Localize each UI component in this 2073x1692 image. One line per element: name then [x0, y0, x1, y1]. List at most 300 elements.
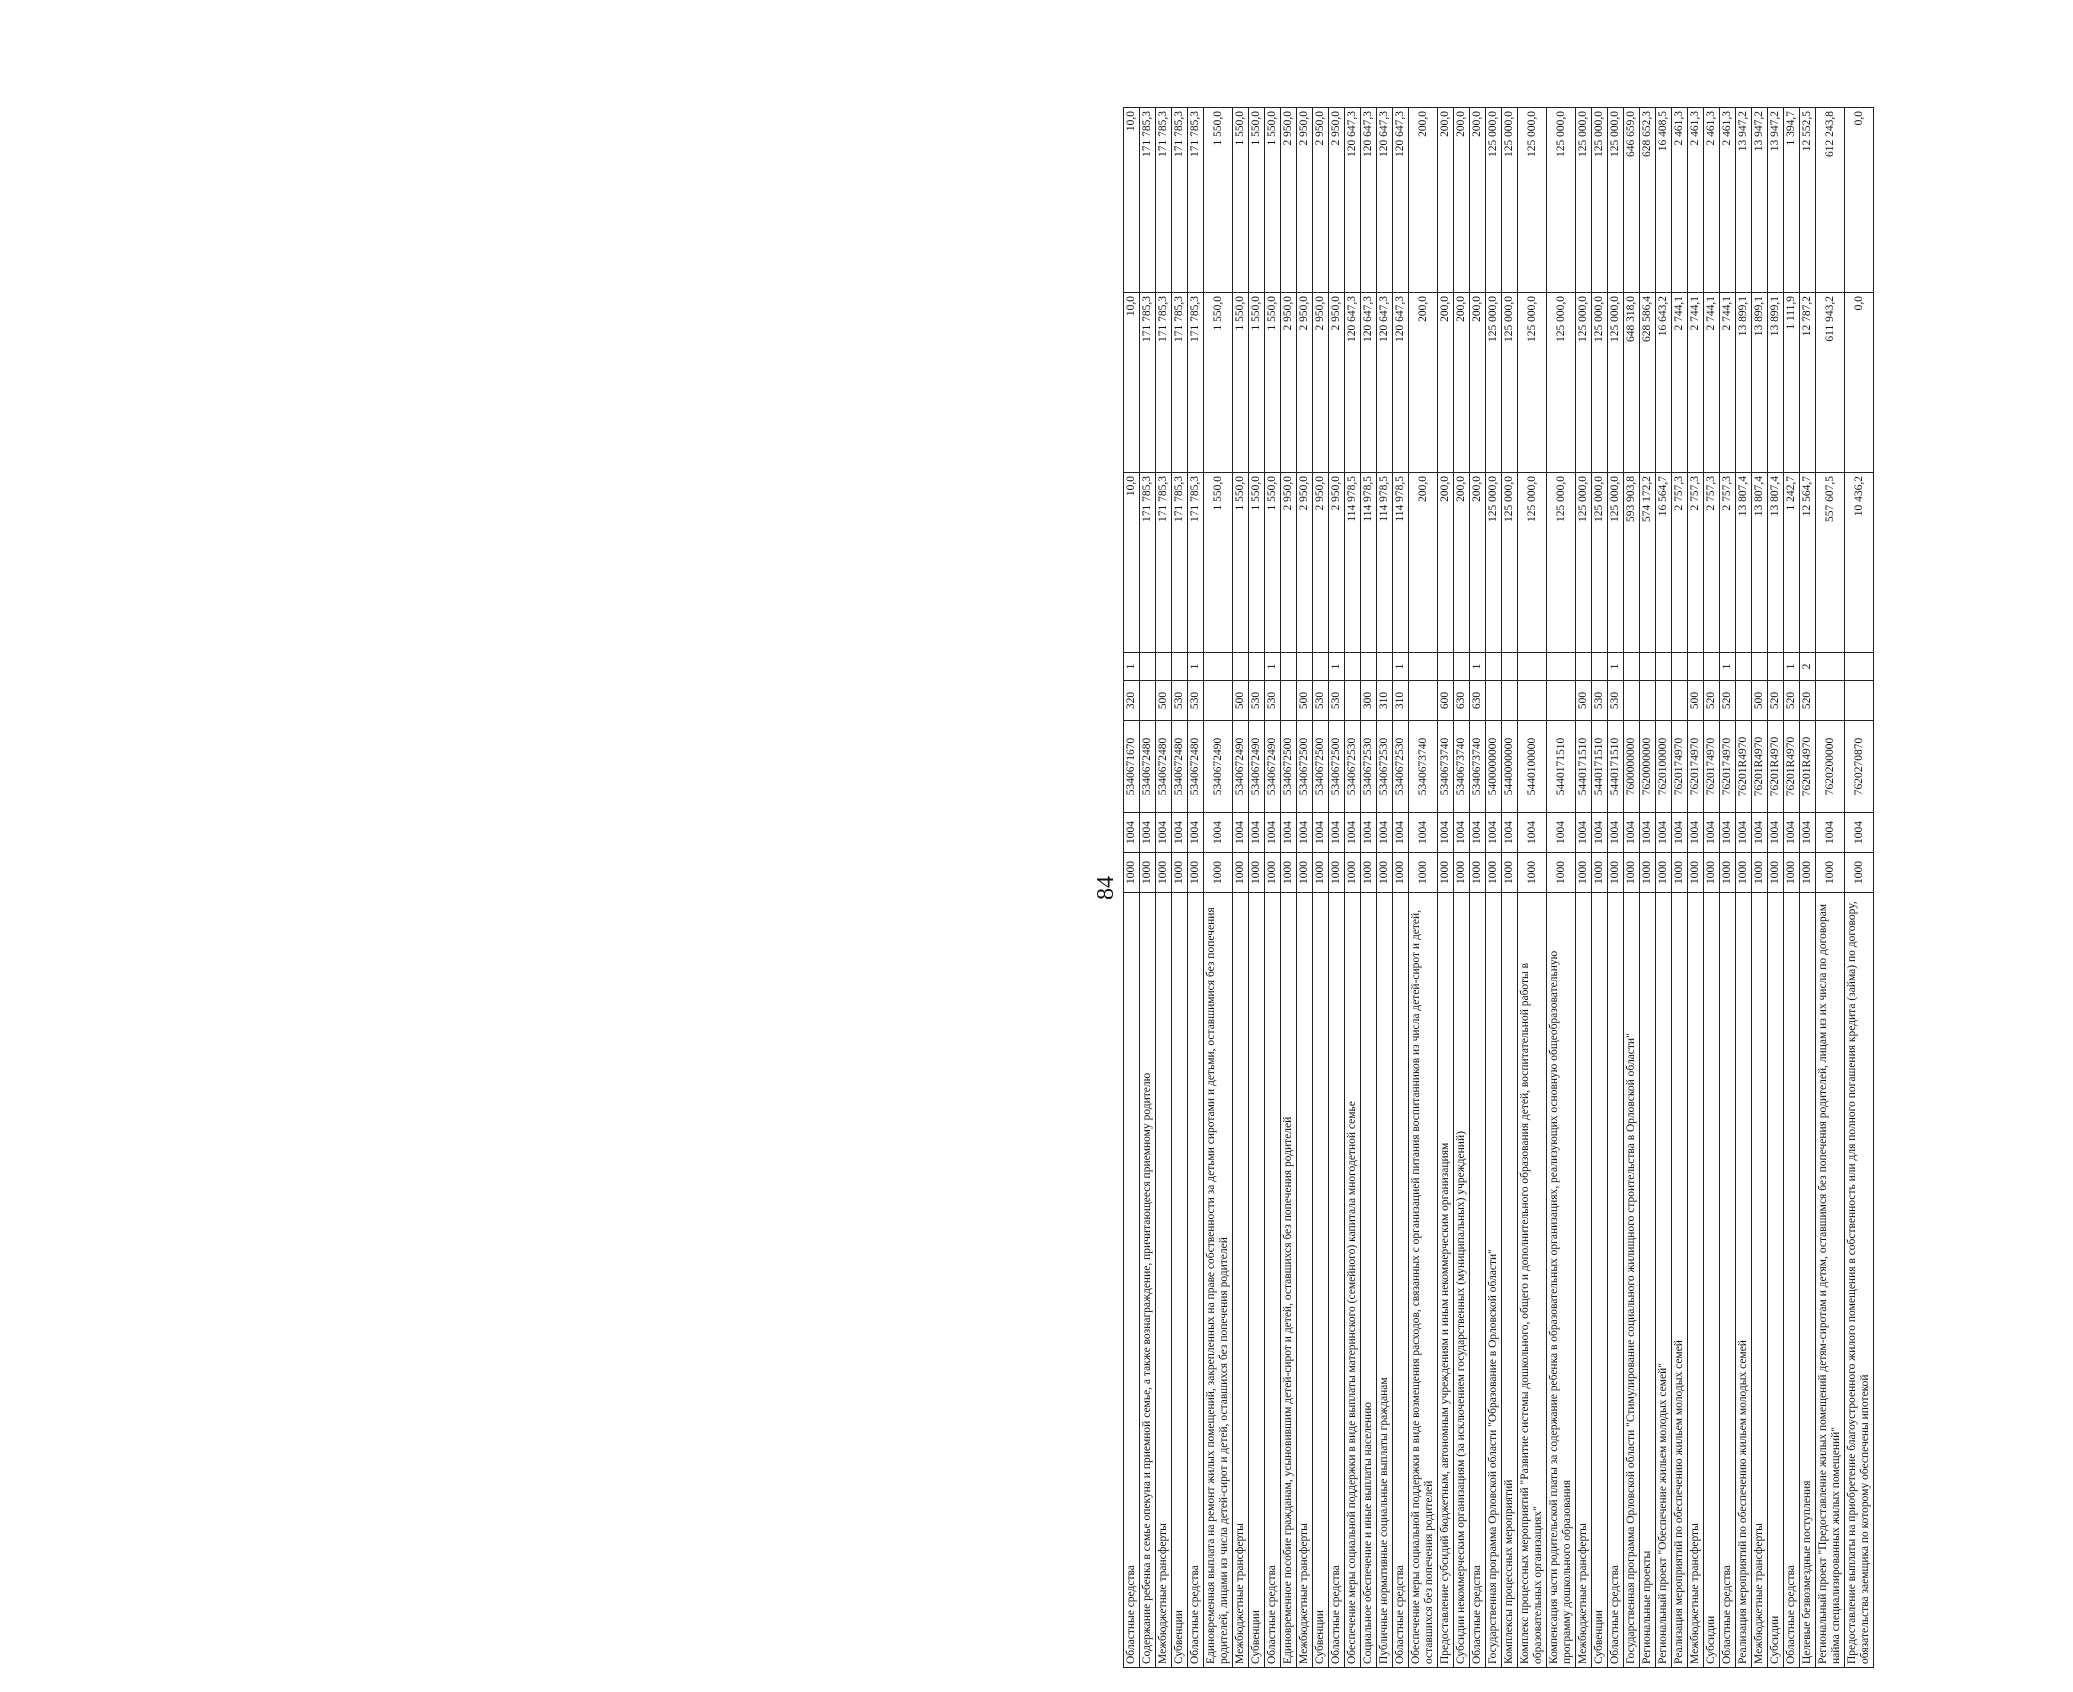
row-value-1: 114 978,5	[1377, 473, 1393, 653]
row-value-1: 2 757,3	[1672, 473, 1688, 653]
row-value-3: 1 550,0	[1265, 108, 1281, 293]
row-value-1: 1 242,7	[1784, 473, 1800, 653]
row-csr: 5340672500	[1329, 721, 1345, 813]
row-pr: 1004	[1502, 813, 1518, 853]
row-pr: 1004	[1454, 813, 1470, 853]
row-value-2: 1 550,0	[1204, 293, 1233, 473]
row-source: 1	[1124, 653, 1140, 681]
row-csr: 5440171510	[1592, 721, 1608, 813]
table-row	[1547, 108, 1576, 1668]
row-value-1: 114 978,5	[1361, 473, 1377, 653]
row-csr: 5340672480	[1172, 721, 1188, 813]
row-value-2: 125 000,0	[1486, 293, 1502, 473]
row-name: Реализация мероприятий по обеспечению жильем молодых семей	[1736, 893, 1752, 1668]
table-row	[1377, 108, 1393, 1668]
row-source: 1	[1188, 653, 1204, 681]
row-value-3: 200,0	[1438, 108, 1454, 293]
table-row	[1486, 108, 1502, 1668]
row-source	[1140, 653, 1156, 681]
row-gr: 1000	[1329, 853, 1345, 893]
row-gr: 1000	[1736, 853, 1752, 893]
row-value-3: 1 550,0	[1204, 108, 1233, 293]
row-name: Межбюджетные трансферты	[1156, 893, 1172, 1668]
row-value-3: 2 461,3	[1672, 108, 1688, 293]
table-row	[1172, 108, 1188, 1668]
row-value-3: 628 652,3	[1640, 108, 1656, 293]
row-name: Субвенции	[1172, 893, 1188, 1668]
table-row	[1624, 108, 1640, 1668]
table-row	[1845, 108, 1874, 1668]
row-value-2: 171 785,3	[1140, 293, 1156, 473]
row-value-2: 648 318,0	[1624, 293, 1640, 473]
table-row	[1393, 108, 1409, 1668]
row-gr: 1000	[1438, 853, 1454, 893]
table-row	[1156, 108, 1172, 1668]
row-value-3: 1 550,0	[1249, 108, 1265, 293]
table-row	[1188, 108, 1204, 1668]
row-name: Областные средства	[1329, 893, 1345, 1668]
row-pr: 1004	[1249, 813, 1265, 853]
row-gr: 1000	[1409, 853, 1438, 893]
page-number: 84	[1093, 876, 1119, 900]
row-value-2: 120 647,3	[1393, 293, 1409, 473]
row-gr: 1000	[1502, 853, 1518, 893]
row-value-2: 2 950,0	[1329, 293, 1345, 473]
row-value-3: 612 243,8	[1816, 108, 1845, 293]
row-value-1: 125 000,0	[1518, 473, 1547, 653]
row-value-2: 125 000,0	[1576, 293, 1592, 473]
row-pr: 1004	[1172, 813, 1188, 853]
row-gr: 1000	[1454, 853, 1470, 893]
row-value-3: 10,0	[1124, 108, 1140, 293]
row-pr: 1004	[1800, 813, 1816, 853]
row-value-3: 2 950,0	[1313, 108, 1329, 293]
table-row	[1409, 108, 1438, 1668]
table-row	[1470, 108, 1486, 1668]
row-csr: 5340672500	[1281, 721, 1297, 813]
row-vr: 520	[1800, 681, 1816, 721]
row-name: Единовременная выплата на ремонт жилых помещений, закрепленных на праве собственности за детьми сиротами и детьми, оставшимися без попечения родителей, лицами из числа детей-сирот и детей, оставшихся без попечения родителей	[1204, 893, 1233, 1668]
row-source: 1	[1784, 653, 1800, 681]
row-gr: 1000	[1361, 853, 1377, 893]
row-value-3: 2 461,3	[1704, 108, 1720, 293]
row-csr: 5340672490	[1265, 721, 1281, 813]
row-name: Региональные проекты	[1640, 893, 1656, 1668]
row-source	[1409, 653, 1438, 681]
row-csr: 5340672500	[1297, 721, 1313, 813]
row-csr: 5400000000	[1486, 721, 1502, 813]
row-value-1: 12 564,7	[1800, 473, 1816, 653]
table-row	[1736, 108, 1752, 1668]
row-value-1: 557 607,5	[1816, 473, 1845, 653]
row-value-2: 120 647,3	[1361, 293, 1377, 473]
table-row	[1576, 108, 1592, 1668]
row-vr: 520	[1704, 681, 1720, 721]
table-row	[1345, 108, 1361, 1668]
row-csr: 7620174970	[1704, 721, 1720, 813]
row-vr	[1409, 681, 1438, 721]
row-csr: 7620200000	[1816, 721, 1845, 813]
row-csr: 5340672490	[1204, 721, 1233, 813]
row-csr: 5340672530	[1393, 721, 1409, 813]
row-source	[1518, 653, 1547, 681]
row-csr: 5340673740	[1454, 721, 1470, 813]
row-value-1: 1 550,0	[1265, 473, 1281, 653]
row-value-1: 2 757,3	[1688, 473, 1704, 653]
row-vr	[1624, 681, 1640, 721]
row-gr: 1000	[1816, 853, 1845, 893]
row-pr: 1004	[1393, 813, 1409, 853]
row-value-3: 1 550,0	[1233, 108, 1249, 293]
row-value-1: 125 000,0	[1547, 473, 1576, 653]
row-value-2: 125 000,0	[1547, 293, 1576, 473]
table-row	[1140, 108, 1156, 1668]
row-gr: 1000	[1752, 853, 1768, 893]
row-source: 1	[1608, 653, 1624, 681]
row-gr: 1000	[1720, 853, 1736, 893]
row-gr: 1000	[1608, 853, 1624, 893]
row-name: Областные средства	[1470, 893, 1486, 1668]
row-name: Областные средства	[1393, 893, 1409, 1668]
row-source	[1172, 653, 1188, 681]
table-row	[1752, 108, 1768, 1668]
row-pr: 1004	[1547, 813, 1576, 853]
table-row	[1784, 108, 1800, 1668]
row-source	[1656, 653, 1672, 681]
row-value-1: 200,0	[1409, 473, 1438, 653]
row-gr: 1000	[1800, 853, 1816, 893]
table-row	[1265, 108, 1281, 1668]
row-gr: 1000	[1768, 853, 1784, 893]
row-pr: 1004	[1188, 813, 1204, 853]
row-source	[1592, 653, 1608, 681]
row-csr: 5340671670	[1124, 721, 1140, 813]
row-pr: 1004	[1656, 813, 1672, 853]
row-source: 1	[1720, 653, 1736, 681]
row-name: Межбюджетные трансферты	[1233, 893, 1249, 1668]
row-value-3: 16 408,5	[1656, 108, 1672, 293]
row-value-2: 13 899,1	[1736, 293, 1752, 473]
table-row	[1800, 108, 1816, 1668]
row-value-1: 13 807,4	[1768, 473, 1784, 653]
row-value-1: 2 950,0	[1297, 473, 1313, 653]
table-row	[1688, 108, 1704, 1668]
row-name: Обеспечение меры социальной поддержки в виде выплаты материнского (семейного) капитала многодетной семье	[1345, 893, 1361, 1668]
row-value-3: 125 000,0	[1547, 108, 1576, 293]
row-value-1: 125 000,0	[1486, 473, 1502, 653]
row-name: Компенсация части родительской платы за содержание ребенка в образовательных организациях, реализующих основную общеобразовательную программу дошкольного образования	[1547, 893, 1576, 1668]
row-value-3: 120 647,3	[1345, 108, 1361, 293]
row-value-2: 0,0	[1845, 293, 1874, 473]
row-value-3: 125 000,0	[1486, 108, 1502, 293]
row-pr: 1004	[1409, 813, 1438, 853]
row-pr: 1004	[1640, 813, 1656, 853]
row-vr: 310	[1377, 681, 1393, 721]
row-vr: 630	[1454, 681, 1470, 721]
row-vr	[1518, 681, 1547, 721]
row-vr	[1672, 681, 1688, 721]
row-name: Субвенции	[1592, 893, 1608, 1668]
row-value-2: 1 550,0	[1233, 293, 1249, 473]
row-value-2: 171 785,3	[1156, 293, 1172, 473]
row-source	[1672, 653, 1688, 681]
row-name: Межбюджетные трансферты	[1752, 893, 1768, 1668]
row-value-3: 125 000,0	[1518, 108, 1547, 293]
row-vr: 520	[1784, 681, 1800, 721]
row-value-2: 125 000,0	[1502, 293, 1518, 473]
row-value-3: 2 950,0	[1281, 108, 1297, 293]
row-value-1: 2 757,3	[1704, 473, 1720, 653]
row-gr: 1000	[1518, 853, 1547, 893]
row-value-2: 628 586,4	[1640, 293, 1656, 473]
row-value-3: 0,0	[1845, 108, 1874, 293]
row-value-1: 200,0	[1454, 473, 1470, 653]
row-name: Областные средства	[1784, 893, 1800, 1668]
row-value-3: 13 947,2	[1752, 108, 1768, 293]
row-value-1: 171 785,3	[1156, 473, 1172, 653]
row-source: 2	[1800, 653, 1816, 681]
row-pr: 1004	[1361, 813, 1377, 853]
row-gr: 1000	[1688, 853, 1704, 893]
row-name: Субвенции	[1249, 893, 1265, 1668]
row-name: Обеспечение меры социальной поддержки в виде возмещения расходов, связанных с организацией питания воспитанников из числа детей-сирот и детей, оставшихся без попечения родителей	[1409, 893, 1438, 1668]
row-value-1: 13 807,4	[1736, 473, 1752, 653]
row-value-1: 1 550,0	[1233, 473, 1249, 653]
row-source: 1	[1329, 653, 1345, 681]
row-csr: 5440171510	[1547, 721, 1576, 813]
row-source	[1233, 653, 1249, 681]
row-name: Социальное обеспечение и иные выплаты населению	[1361, 893, 1377, 1668]
row-value-2: 125 000,0	[1592, 293, 1608, 473]
row-value-1: 2 757,3	[1720, 473, 1736, 653]
row-source	[1345, 653, 1361, 681]
row-csr: 5340673740	[1409, 721, 1438, 813]
row-vr	[1845, 681, 1874, 721]
row-vr	[1281, 681, 1297, 721]
row-pr: 1004	[1736, 813, 1752, 853]
row-value-1: 200,0	[1470, 473, 1486, 653]
row-value-2: 13 899,1	[1768, 293, 1784, 473]
row-vr: 500	[1297, 681, 1313, 721]
table-row	[1297, 108, 1313, 1668]
row-value-1: 125 000,0	[1502, 473, 1518, 653]
row-csr: 7620000000	[1640, 721, 1656, 813]
row-value-3: 125 000,0	[1502, 108, 1518, 293]
row-source: 1	[1393, 653, 1409, 681]
row-vr	[1502, 681, 1518, 721]
row-gr: 1000	[1470, 853, 1486, 893]
row-value-1: 593 903,8	[1624, 473, 1640, 653]
row-value-1: 1 550,0	[1204, 473, 1233, 653]
row-gr: 1000	[1486, 853, 1502, 893]
row-vr: 600	[1438, 681, 1454, 721]
row-csr: 5440100000	[1518, 721, 1547, 813]
row-value-2: 125 000,0	[1518, 293, 1547, 473]
row-name: Государственная программа Орловской области "Стимулирование социального жилищного строительства в Орловской области"	[1624, 893, 1640, 1668]
row-pr: 1004	[1704, 813, 1720, 853]
budget-table	[1123, 107, 1874, 1668]
row-source	[1156, 653, 1172, 681]
row-gr: 1000	[1784, 853, 1800, 893]
row-pr: 1004	[1281, 813, 1297, 853]
row-pr: 1004	[1576, 813, 1592, 853]
row-gr: 1000	[1393, 853, 1409, 893]
row-pr: 1004	[1486, 813, 1502, 853]
row-source	[1816, 653, 1845, 681]
row-source	[1281, 653, 1297, 681]
row-value-2: 12 787,2	[1800, 293, 1816, 473]
row-name: Государственная программа Орловской области "Образование в Орловской области"	[1486, 893, 1502, 1668]
table-row	[1281, 108, 1297, 1668]
row-source	[1313, 653, 1329, 681]
row-value-2: 611 943,2	[1816, 293, 1845, 473]
table-row	[1502, 108, 1518, 1668]
row-pr: 1004	[1156, 813, 1172, 853]
row-source	[1547, 653, 1576, 681]
row-value-2: 200,0	[1438, 293, 1454, 473]
table-row	[1816, 108, 1845, 1668]
row-name: Межбюджетные трансферты	[1688, 893, 1704, 1668]
row-pr: 1004	[1140, 813, 1156, 853]
row-value-2: 2 744,1	[1704, 293, 1720, 473]
row-vr	[1345, 681, 1361, 721]
row-value-1: 125 000,0	[1576, 473, 1592, 653]
row-source	[1204, 653, 1233, 681]
table-row	[1204, 108, 1233, 1668]
row-vr	[1204, 681, 1233, 721]
row-value-2: 2 744,1	[1688, 293, 1704, 473]
row-source: 1	[1470, 653, 1486, 681]
row-source	[1454, 653, 1470, 681]
row-vr: 530	[1313, 681, 1329, 721]
row-value-3: 200,0	[1470, 108, 1486, 293]
row-gr: 1000	[1592, 853, 1608, 893]
row-value-3: 12 552,5	[1800, 108, 1816, 293]
row-vr: 520	[1768, 681, 1784, 721]
row-name: Содержание ребенка в семье опекуна и приемной семье, а также вознаграждение, причитающееся приемному родителю	[1140, 893, 1156, 1668]
row-value-3: 171 785,3	[1188, 108, 1204, 293]
row-value-3: 2 461,3	[1720, 108, 1736, 293]
row-value-2: 2 950,0	[1313, 293, 1329, 473]
row-vr: 630	[1470, 681, 1486, 721]
row-gr: 1000	[1656, 853, 1672, 893]
row-pr: 1004	[1204, 813, 1233, 853]
row-gr: 1000	[1140, 853, 1156, 893]
row-value-1: 574 172,2	[1640, 473, 1656, 653]
row-pr: 1004	[1377, 813, 1393, 853]
row-pr: 1004	[1720, 813, 1736, 853]
row-pr: 1004	[1124, 813, 1140, 853]
row-value-1: 2 950,0	[1281, 473, 1297, 653]
row-value-1: 13 807,4	[1752, 473, 1768, 653]
row-value-2: 13 899,1	[1752, 293, 1768, 473]
row-name: Областные средства	[1608, 893, 1624, 1668]
row-vr: 530	[1592, 681, 1608, 721]
table-row	[1233, 108, 1249, 1668]
table-row	[1361, 108, 1377, 1668]
row-pr: 1004	[1845, 813, 1874, 853]
row-pr: 1004	[1345, 813, 1361, 853]
row-vr: 500	[1752, 681, 1768, 721]
row-source	[1704, 653, 1720, 681]
row-source	[1768, 653, 1784, 681]
row-vr	[1656, 681, 1672, 721]
row-pr: 1004	[1438, 813, 1454, 853]
row-source	[1576, 653, 1592, 681]
row-csr: 7620270870	[1845, 721, 1874, 813]
row-name: Межбюджетные трансферты	[1297, 893, 1313, 1668]
row-name: Областные средства	[1265, 893, 1281, 1668]
row-csr: 76201R4970	[1768, 721, 1784, 813]
row-gr: 1000	[1377, 853, 1393, 893]
row-gr: 1000	[1845, 853, 1874, 893]
row-pr: 1004	[1816, 813, 1845, 853]
row-pr: 1004	[1297, 813, 1313, 853]
row-name: Субвенции	[1313, 893, 1329, 1668]
row-value-2: 2 950,0	[1281, 293, 1297, 473]
row-csr: 5340673740	[1470, 721, 1486, 813]
row-source	[1361, 653, 1377, 681]
row-value-3: 200,0	[1454, 108, 1470, 293]
row-vr: 500	[1233, 681, 1249, 721]
row-value-3: 13 947,2	[1736, 108, 1752, 293]
table-row	[1438, 108, 1454, 1668]
rotated-page	[1093, 108, 2073, 1668]
row-value-2: 2 744,1	[1720, 293, 1736, 473]
row-name: Предоставление субсидий бюджетным, автономным учреждениям и иным некоммерческим организациям	[1438, 893, 1454, 1668]
row-vr: 530	[1188, 681, 1204, 721]
row-vr: 310	[1393, 681, 1409, 721]
row-vr: 500	[1156, 681, 1172, 721]
row-vr	[1547, 681, 1576, 721]
row-source	[1845, 653, 1874, 681]
table-row	[1518, 108, 1547, 1668]
row-gr: 1000	[1188, 853, 1204, 893]
row-vr	[1816, 681, 1845, 721]
row-value-3: 120 647,3	[1377, 108, 1393, 293]
row-source	[1438, 653, 1454, 681]
row-source	[1502, 653, 1518, 681]
row-name: Областные средства	[1124, 893, 1140, 1668]
table-row	[1656, 108, 1672, 1668]
row-name: Комплекс процессных мероприятий "Развитие системы дошкольного, общего и дополнительного образования детей, воспитательной работы в образовательных организациях"	[1518, 893, 1547, 1668]
row-csr: 7620174970	[1672, 721, 1688, 813]
row-value-3: 120 647,3	[1393, 108, 1409, 293]
row-value-3: 171 785,3	[1140, 108, 1156, 293]
row-pr: 1004	[1329, 813, 1345, 853]
row-pr: 1004	[1313, 813, 1329, 853]
row-gr: 1000	[1233, 853, 1249, 893]
row-value-2: 171 785,3	[1188, 293, 1204, 473]
row-pr: 1004	[1265, 813, 1281, 853]
row-value-2: 200,0	[1409, 293, 1438, 473]
row-name: Субсидии	[1768, 893, 1784, 1668]
table-row	[1704, 108, 1720, 1668]
row-value-1: 2 950,0	[1313, 473, 1329, 653]
row-value-1: 114 978,5	[1393, 473, 1409, 653]
row-source	[1752, 653, 1768, 681]
row-value-1: 125 000,0	[1592, 473, 1608, 653]
table-row	[1720, 108, 1736, 1668]
row-source: 1	[1265, 653, 1281, 681]
row-value-3: 1 394,7	[1784, 108, 1800, 293]
row-vr: 530	[1608, 681, 1624, 721]
row-gr: 1000	[1704, 853, 1720, 893]
row-value-1: 2 950,0	[1329, 473, 1345, 653]
row-pr: 1004	[1752, 813, 1768, 853]
row-value-2: 2 744,1	[1672, 293, 1688, 473]
row-gr: 1000	[1624, 853, 1640, 893]
